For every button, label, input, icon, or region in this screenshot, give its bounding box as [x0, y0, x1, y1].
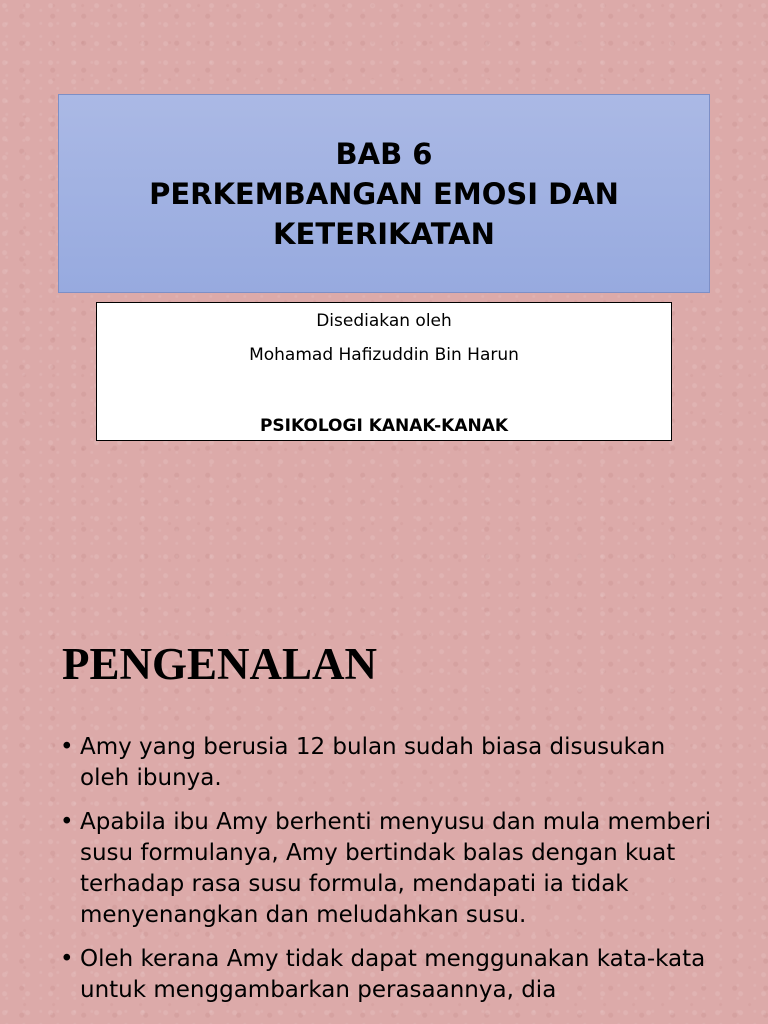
bullet-item: • Apabila ibu Amy berhenti menyusu dan mula memberi susu formulanya, Amy bertindak balas dengan kuat terhadap rasa susu formula, mendapati ia tidak menyenangkan dan meludahkan susu.	[60, 807, 720, 931]
bullet-item: • Amy yang berusia 12 bulan sudah biasa disusukan oleh ibunya.	[60, 732, 720, 794]
title-line-2: PERKEMBANGAN EMOSI DAN	[149, 176, 619, 211]
bullet-item: • Oleh kerana Amy tidak dapat menggunakan kata-kata untuk menggambarkan perasaannya, dia	[60, 944, 720, 1006]
course-name: PSIKOLOGI KANAK-KANAK	[259, 416, 509, 436]
intro-slide	[0, 580, 768, 1024]
prepared-by-label: Disediakan oleh	[316, 311, 452, 331]
bullet-list	[60, 732, 720, 1019]
title-line-1: BAB 6	[335, 136, 433, 171]
title-box	[58, 94, 710, 293]
slide-heading: PENGENALAN	[62, 639, 378, 689]
author-info-box	[96, 302, 672, 441]
title-line-3: KETERIKATAN	[273, 216, 495, 251]
author-name: Mohamad Hafizuddin Bin Harun	[249, 345, 519, 365]
